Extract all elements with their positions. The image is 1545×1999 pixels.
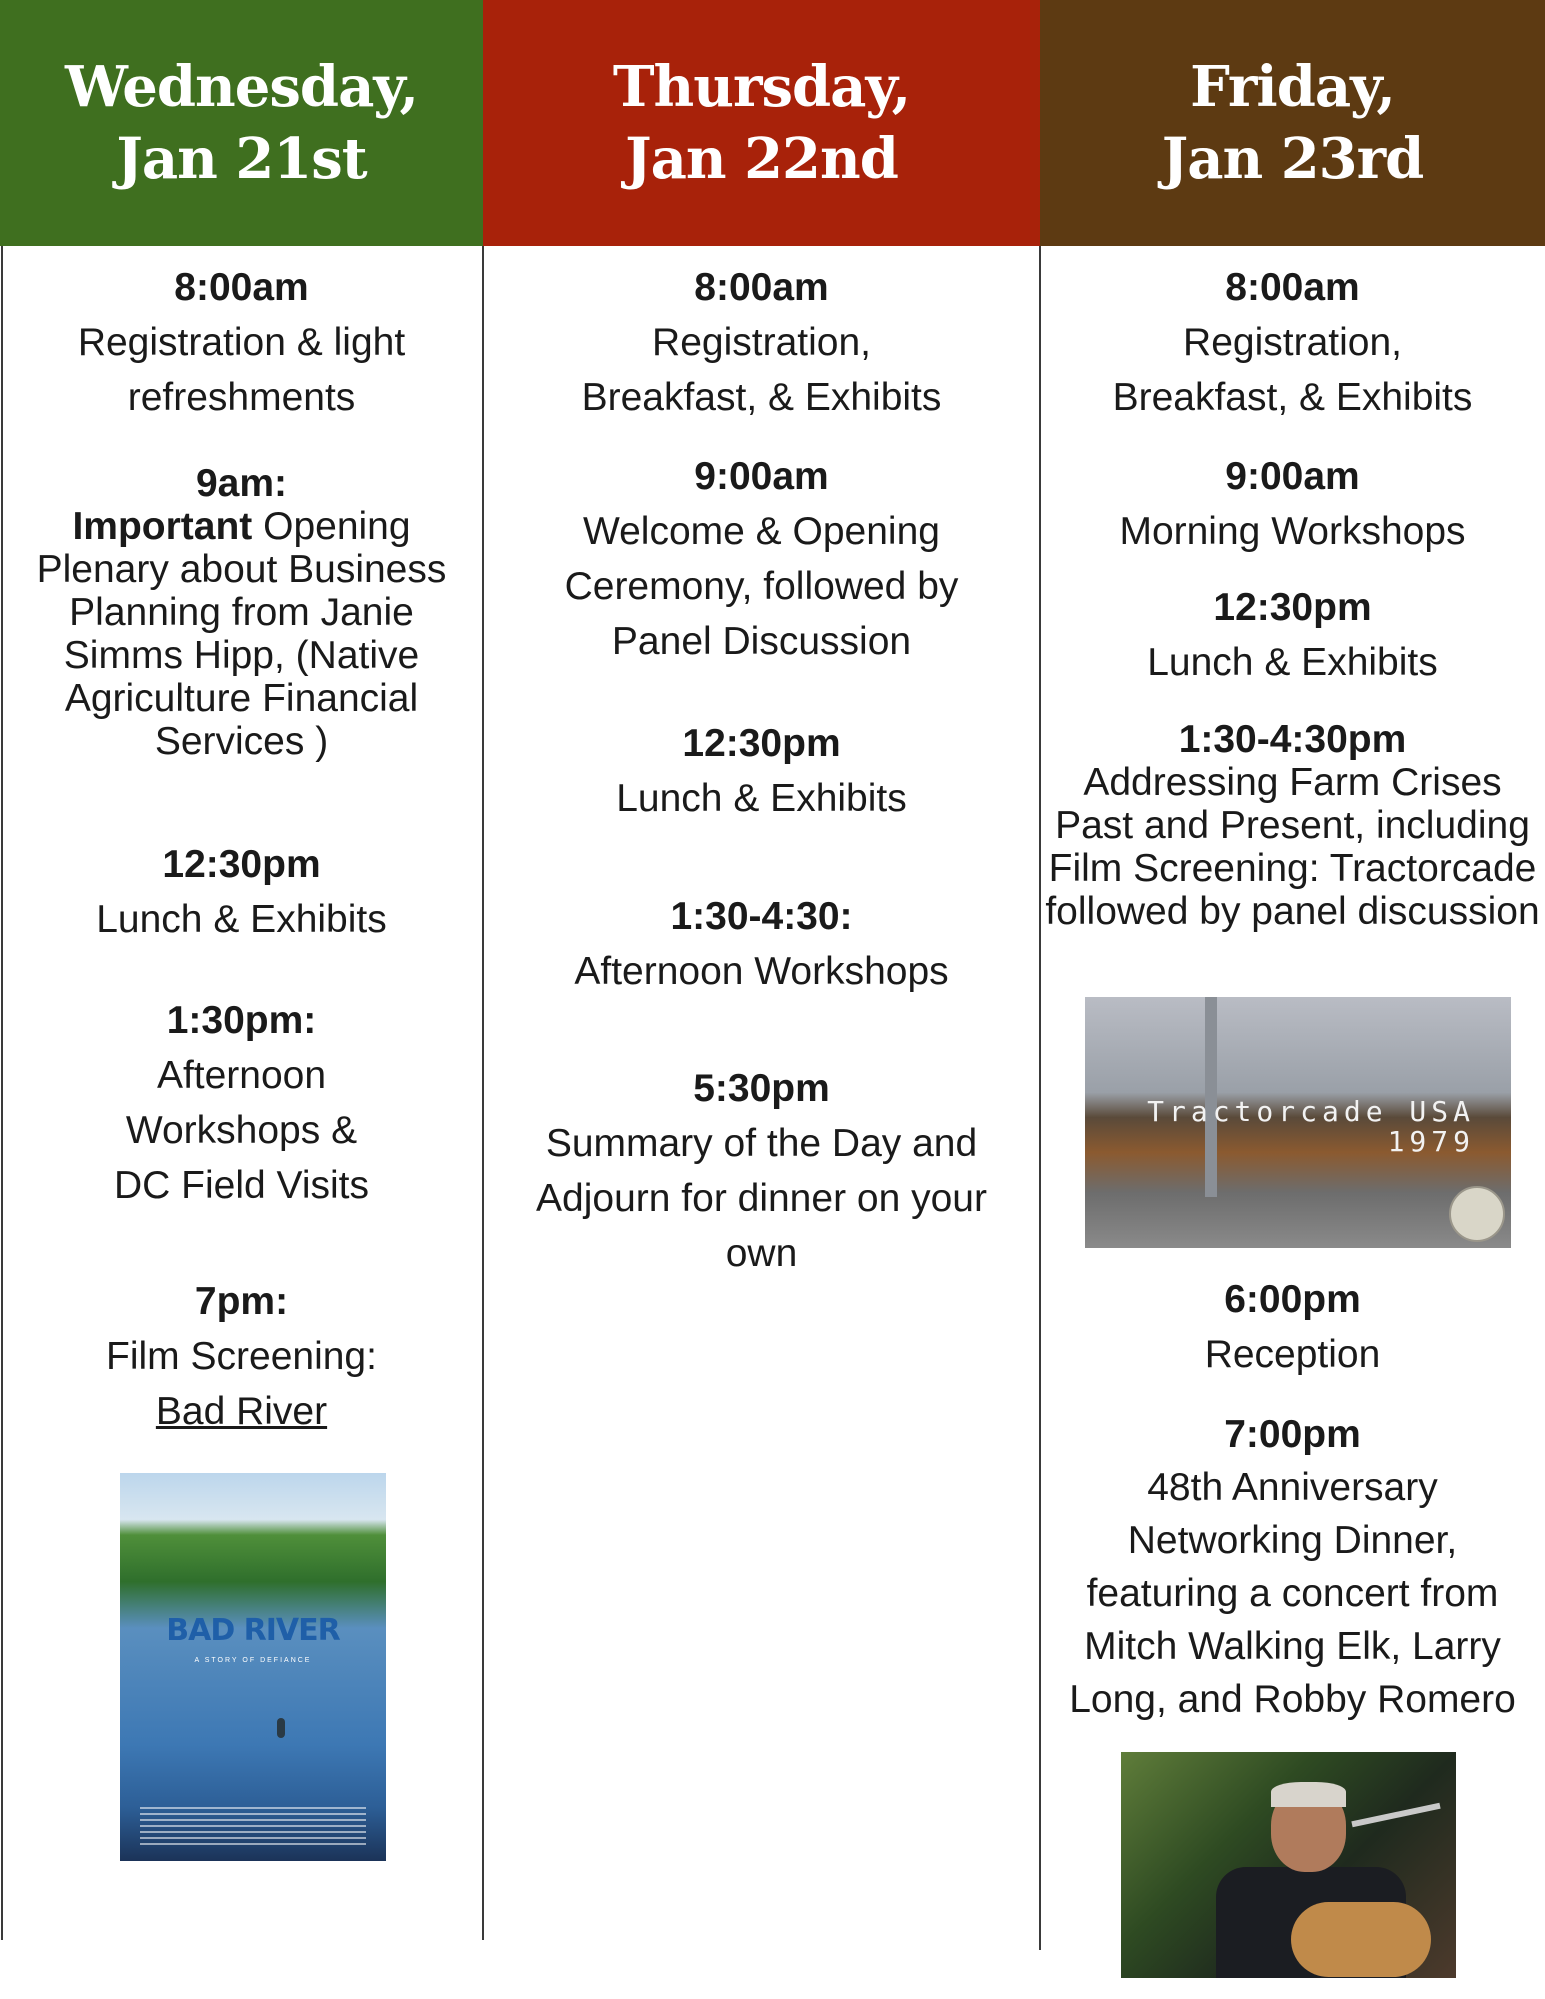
canoe-icon <box>277 1718 285 1738</box>
event-description: Lunch & Exhibits <box>616 777 907 820</box>
event-description: Afternoon Workshops & DC Field Visits <box>113 1054 369 1207</box>
event-time: 9:00am <box>1225 455 1360 498</box>
musician-photo <box>1121 1752 1456 1978</box>
event-item <box>483 1061 1040 1281</box>
event-time: 8:00am <box>1225 266 1360 309</box>
friday-header <box>1040 0 1545 246</box>
bad-river-link[interactable]: Bad River <box>155 1390 328 1433</box>
event-time: 7pm: <box>194 1280 289 1323</box>
bad-river-poster <box>120 1473 386 1861</box>
event-time: 12:30pm <box>162 843 321 886</box>
thursday-column <box>483 0 1040 1999</box>
event-description: Film Screening: <box>106 1335 377 1378</box>
event-item <box>1040 1272 1545 1382</box>
event-description: Registration, Breakfast, & Exhibits <box>581 321 942 419</box>
guitar-icon <box>1291 1902 1431 1977</box>
event-item <box>1040 260 1545 425</box>
event-time: 1:30-4:30: <box>670 895 853 938</box>
event-description: Registration, Breakfast, & Exhibits <box>1112 321 1473 419</box>
event-time: 6:00pm <box>1224 1278 1361 1321</box>
day-date: Jan 21st <box>116 126 367 192</box>
seal-icon <box>1449 1186 1505 1242</box>
event-item <box>1040 449 1545 559</box>
event-time: 8:00am <box>174 266 309 309</box>
thursday-header <box>483 0 1040 246</box>
event-item <box>0 1274 483 1439</box>
event-description: Welcome & Opening Ceremony, followed by Panel Discussion <box>564 510 959 663</box>
event-description: 48th Anniversary Networking Dinner, featuring a concert from Mitch Walking Elk, Larry Long, and Robby Romero <box>1069 1466 1516 1721</box>
event-description: Reception <box>1204 1333 1381 1376</box>
event-description: Addressing Farm Crises Past and Present, including Film Screening: Tractorcade followed by panel discussion <box>1045 761 1540 933</box>
poster-subtitle: A STORY OF DEFIANCE <box>194 1657 312 1664</box>
event-item <box>1040 1408 1545 1726</box>
event-time: 5:30pm <box>693 1067 830 1110</box>
poster-credits <box>140 1807 366 1847</box>
event-time: 9am: <box>195 462 288 505</box>
event-time: 12:30pm <box>1213 586 1372 629</box>
event-description: Lunch & Exhibits <box>96 898 387 941</box>
event-item <box>483 716 1040 826</box>
event-item <box>483 449 1040 669</box>
tractorcade-still <box>1085 997 1511 1248</box>
event-time: 9:00am <box>694 455 829 498</box>
event-time: 1:30-4:30pm <box>1178 718 1407 761</box>
event-item <box>0 837 483 947</box>
event-time: 8:00am <box>694 266 829 309</box>
event-description: Lunch & Exhibits <box>1147 641 1438 684</box>
day-name: Friday, <box>1190 54 1395 120</box>
event-description: Summary of the Day and Adjourn for dinner on your own <box>536 1122 987 1275</box>
event-time: 12:30pm <box>682 722 841 765</box>
day-date: Jan 22nd <box>625 126 898 192</box>
event-item <box>0 260 483 425</box>
poster-title: BAD RIVER <box>166 1613 340 1648</box>
musician-hair <box>1271 1782 1346 1807</box>
day-date: Jan 23rd <box>1161 126 1424 192</box>
event-item <box>483 889 1040 999</box>
event-item <box>0 462 483 763</box>
event-item <box>1040 580 1545 690</box>
event-item <box>1040 718 1545 933</box>
event-description: Registration & light refreshments <box>77 321 406 419</box>
event-description: Afternoon Workshops <box>574 950 949 993</box>
event-description: Morning Workshops <box>1119 510 1466 553</box>
event-time: 7:00pm <box>1224 1413 1361 1456</box>
event-item <box>483 260 1040 425</box>
event-description: Opening Plenary about Business Planning from Janie Simms Hipp, (Native Agriculture Financial Services ) <box>36 505 447 763</box>
tractorcade-caption: Tractorcade USA 1979 <box>1147 1095 1475 1158</box>
microphone-icon <box>1351 1803 1440 1828</box>
wednesday-header <box>0 0 483 246</box>
event-emphasis: Important <box>72 505 253 548</box>
day-name: Thursday, <box>612 54 911 120</box>
event-time: 1:30pm: <box>166 999 317 1042</box>
event-item <box>0 993 483 1213</box>
day-name: Wednesday, <box>64 54 419 120</box>
